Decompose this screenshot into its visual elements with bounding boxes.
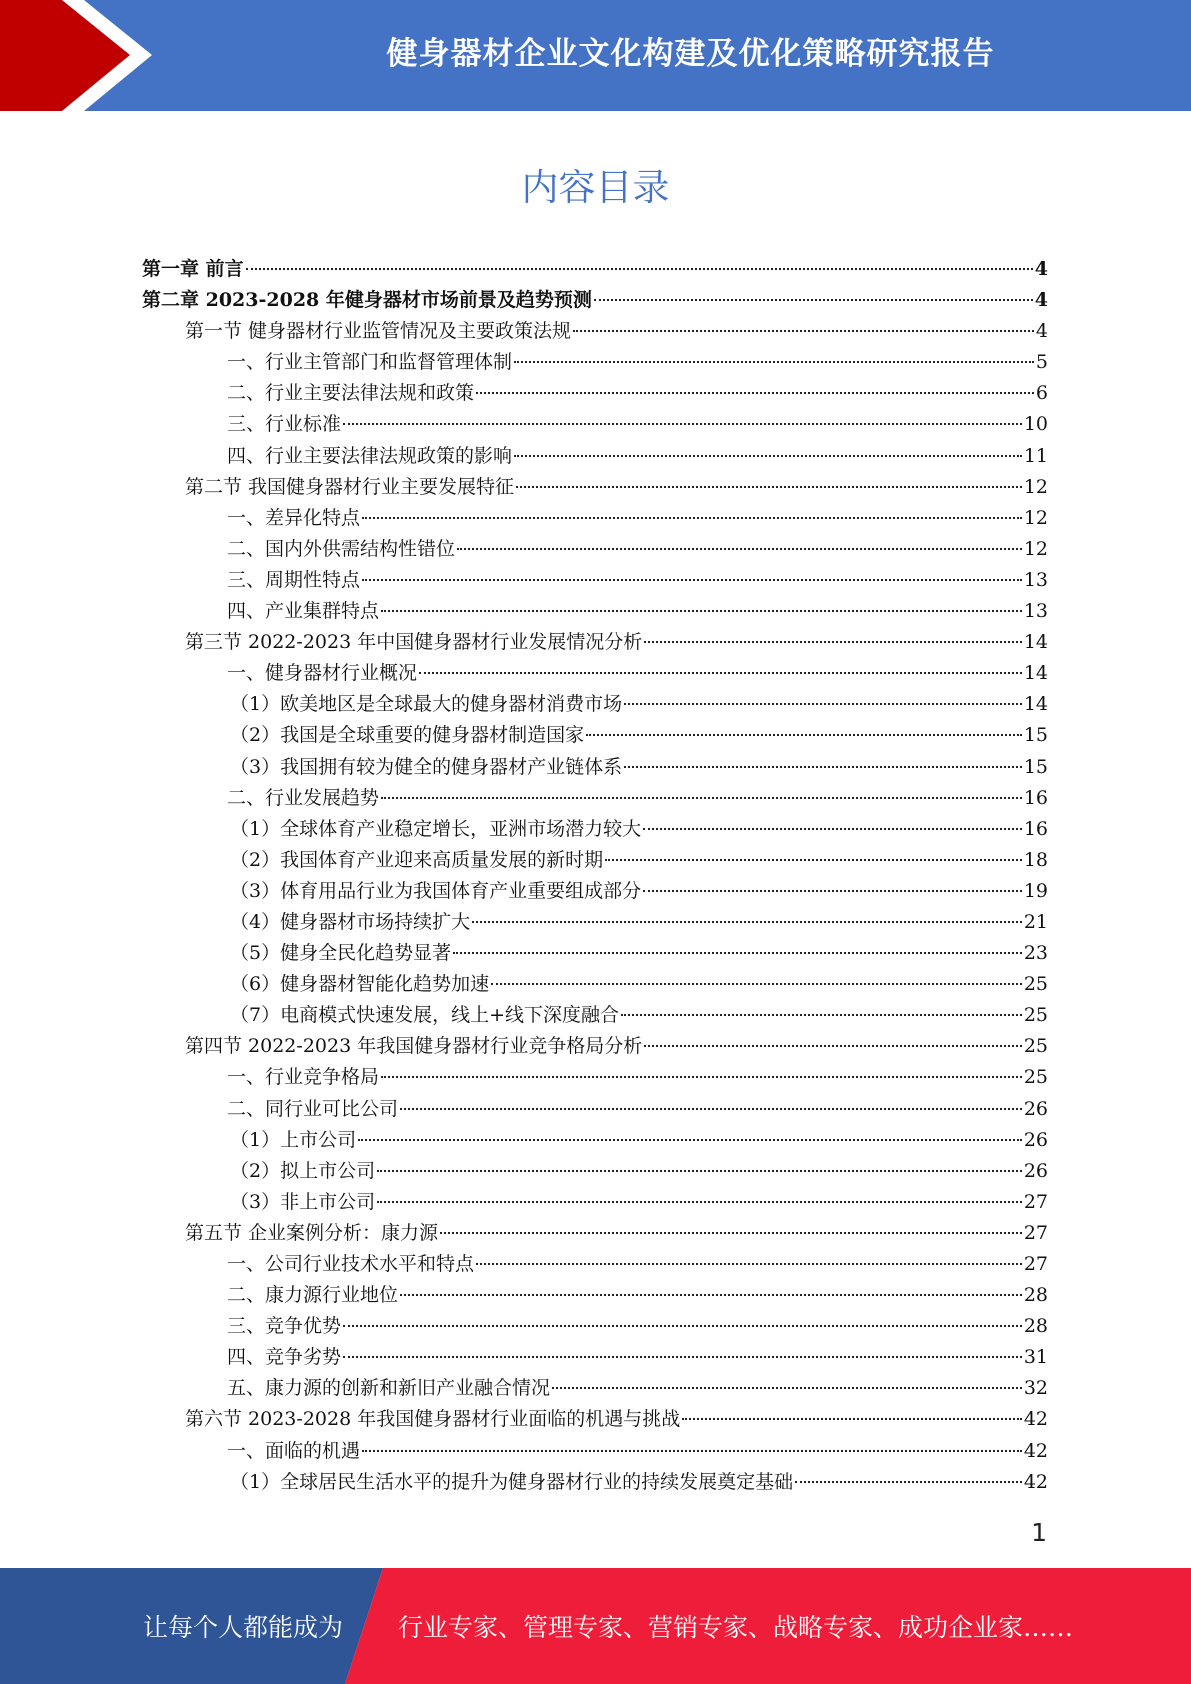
toc-entry-text: （1）全球居民生活水平的提升为健身器材行业的持续发展奠定基础 xyxy=(230,1470,794,1493)
toc-entry[interactable] xyxy=(142,1373,1048,1404)
toc-leader-dots xyxy=(377,1170,1022,1172)
toc-entry-text: 四、竞争劣势 xyxy=(227,1346,342,1369)
toc-entry-page: 10 xyxy=(1023,413,1048,436)
toc-entry-text: （1）全球体育产业稳定增长，亚洲市场潜力较大 xyxy=(230,817,642,840)
toc-entry-text: （6）健身器材智能化趋势加速 xyxy=(230,973,490,996)
toc-leader-dots xyxy=(605,859,1022,861)
toc-entry-text: 二、同行业可比公司 xyxy=(227,1097,399,1120)
toc-leader-dots xyxy=(644,641,1022,643)
toc-entry[interactable] xyxy=(142,378,1048,409)
toc-entry-text: （2）我国体育产业迎来高质量发展的新时期 xyxy=(230,848,604,871)
toc-leader-dots xyxy=(440,1232,1022,1234)
toc-entry-page: 18 xyxy=(1023,848,1048,871)
toc-leader-dots xyxy=(476,392,1034,394)
toc-entry[interactable] xyxy=(142,1249,1048,1280)
toc-entry-text: 第六节 2023-2028 年我国健身器材行业面临的机遇与挑战 xyxy=(185,1408,681,1431)
toc-entry-text: 二、行业主要法律法规和政策 xyxy=(227,382,475,405)
toc-entry-page: 27 xyxy=(1023,1190,1048,1213)
toc-entry-page: 42 xyxy=(1023,1408,1048,1431)
toc-entry-page: 16 xyxy=(1023,786,1048,809)
toc-entry-page: 12 xyxy=(1023,537,1048,560)
toc-entry-page: 25 xyxy=(1023,973,1048,996)
toc-leader-dots xyxy=(472,921,1022,923)
toc-leader-dots xyxy=(453,952,1022,954)
toc-leader-dots xyxy=(343,1356,1022,1358)
toc-leader-dots xyxy=(644,1045,1022,1047)
toc-entry[interactable] xyxy=(142,1342,1048,1373)
header-band xyxy=(0,0,1191,111)
toc-entry[interactable] xyxy=(142,1280,1048,1311)
header-arrow-decoration xyxy=(0,0,200,111)
toc-entry-text: 第二节 我国健身器材行业主要发展特征 xyxy=(185,475,515,498)
toc-entry-page: 14 xyxy=(1023,662,1048,685)
toc-entry-page: 12 xyxy=(1023,506,1048,529)
toc-entry-text: （1）欧美地区是全球最大的健身器材消费市场 xyxy=(230,693,623,716)
toc-entry[interactable] xyxy=(142,441,1048,472)
toc-entry-page: 19 xyxy=(1023,879,1048,902)
toc-entry-page: 25 xyxy=(1023,1004,1048,1027)
toc-entry-page: 5 xyxy=(1035,351,1048,374)
toc-entry[interactable] xyxy=(142,907,1048,938)
toc-leader-dots xyxy=(624,703,1022,705)
toc-entry-text: （5）健身全民化趋势显著 xyxy=(230,942,452,965)
table-of-contents xyxy=(142,254,1048,1498)
toc-entry-text: 四、行业主要法律法规政策的影响 xyxy=(227,444,513,467)
toc-entry-page: 26 xyxy=(1023,1159,1048,1182)
toc-leader-dots xyxy=(457,548,1022,550)
toc-entry-page: 21 xyxy=(1023,910,1048,933)
toc-entry-page: 28 xyxy=(1023,1315,1048,1338)
toc-entry-page: 31 xyxy=(1023,1346,1048,1369)
toc-entry[interactable] xyxy=(142,534,1048,565)
toc-entry-page: 23 xyxy=(1023,942,1048,965)
red-arrow-shape xyxy=(0,0,130,111)
toc-entry-text: （7）电商模式快速发展，线上+线下深度融合 xyxy=(230,1004,620,1027)
toc-entry-text: 二、康力源行业地位 xyxy=(227,1284,399,1307)
toc-leader-dots xyxy=(381,1076,1022,1078)
toc-entry-text: 第一节 健身器材行业监管情况及主要政策法规 xyxy=(185,320,572,343)
toc-leader-dots xyxy=(362,1450,1022,1452)
toc-entry-text: 第三节 2022-2023 年中国健身器材行业发展情况分析 xyxy=(185,631,643,654)
toc-entry-page: 14 xyxy=(1023,693,1048,716)
toc-entry[interactable] xyxy=(142,658,1048,689)
toc-entry[interactable] xyxy=(142,814,1048,845)
toc-entry-text: 一、面临的机遇 xyxy=(227,1439,361,1462)
toc-entry[interactable] xyxy=(142,316,1048,347)
toc-leader-dots xyxy=(476,1263,1022,1265)
toc-leader-dots xyxy=(643,828,1022,830)
toc-entry-text: 一、健身器材行业概况 xyxy=(227,662,418,685)
toc-entry-text: 一、差异化特点 xyxy=(227,506,361,529)
toc-entry-text: （2）我国是全球重要的健身器材制造国家 xyxy=(230,724,585,747)
toc-entry-page: 6 xyxy=(1035,382,1048,405)
toc-entry-page: 4 xyxy=(1034,289,1048,312)
footer-band xyxy=(0,1568,1191,1684)
toc-leader-dots xyxy=(419,672,1022,674)
toc-entry[interactable] xyxy=(142,1467,1048,1498)
toc-entry-text: 五、康力源的创新和新旧产业融合情况 xyxy=(227,1377,551,1400)
toc-entry[interactable] xyxy=(142,1156,1048,1187)
toc-leader-dots xyxy=(400,1108,1022,1110)
toc-entry[interactable] xyxy=(142,254,1048,285)
toc-entry-page: 26 xyxy=(1023,1097,1048,1120)
toc-leader-dots xyxy=(586,734,1022,736)
toc-entry-text: （4）健身器材市场持续扩大 xyxy=(230,910,471,933)
toc-leader-dots xyxy=(491,983,1022,985)
footer-slogan-right: 行业专家、管理专家、营销专家、战略专家、成功企业家…… xyxy=(398,1613,1074,1642)
toc-entry[interactable] xyxy=(142,752,1048,783)
toc-entry[interactable] xyxy=(142,1311,1048,1342)
toc-entry-text: 三、行业标准 xyxy=(227,413,342,436)
toc-leader-dots xyxy=(621,1014,1022,1016)
toc-entry-page: 32 xyxy=(1023,1377,1048,1400)
toc-entry-page: 42 xyxy=(1023,1439,1048,1462)
toc-leader-dots xyxy=(795,1481,1022,1483)
toc-entry-text: （3）非上市公司 xyxy=(230,1190,376,1213)
toc-entry[interactable] xyxy=(142,783,1048,814)
toc-entry[interactable] xyxy=(142,876,1048,907)
toc-entry-text: 二、国内外供需结构性错位 xyxy=(227,537,456,560)
toc-leader-dots xyxy=(624,766,1022,768)
toc-entry-page: 42 xyxy=(1023,1470,1048,1493)
toc-leader-dots xyxy=(514,361,1034,363)
toc-entry-text: （3）体育用品行业为我国体育产业重要组成部分 xyxy=(230,879,642,902)
toc-entry-page: 15 xyxy=(1023,724,1048,747)
toc-entry[interactable] xyxy=(142,627,1048,658)
toc-leader-dots xyxy=(246,268,1033,270)
toc-leader-dots xyxy=(343,423,1022,425)
toc-entry-page: 4 xyxy=(1034,258,1048,280)
toc-leader-dots xyxy=(358,1139,1022,1141)
toc-entry-page: 26 xyxy=(1023,1128,1048,1151)
toc-leader-dots xyxy=(516,486,1022,488)
toc-entry[interactable] xyxy=(142,720,1048,751)
toc-entry-text: 第五节 企业案例分析：康力源 xyxy=(185,1221,439,1244)
toc-entry[interactable] xyxy=(142,969,1048,1000)
toc-entry-page: 13 xyxy=(1023,568,1048,591)
toc-leader-dots xyxy=(381,610,1022,612)
toc-entry-page: 27 xyxy=(1023,1221,1048,1244)
footer-slogan-left: 让每个人都能成为 xyxy=(143,1613,344,1642)
toc-entry-page: 27 xyxy=(1023,1253,1048,1275)
toc-leader-dots xyxy=(573,330,1034,332)
toc-entry-text: 二、行业发展趋势 xyxy=(227,786,380,809)
toc-entry-page: 4 xyxy=(1035,320,1048,343)
toc-entry[interactable] xyxy=(142,472,1048,503)
toc-entry-page: 15 xyxy=(1023,755,1048,778)
toc-entry[interactable] xyxy=(142,1404,1048,1435)
toc-entry-text: 三、竞争优势 xyxy=(227,1315,342,1338)
report-title: 健身器材企业文化构建及优化策略研究报告 xyxy=(386,35,995,72)
toc-leader-dots xyxy=(643,890,1022,892)
toc-entry[interactable] xyxy=(142,347,1048,378)
toc-entry[interactable] xyxy=(142,1125,1048,1156)
toc-entry-page: 28 xyxy=(1023,1284,1048,1307)
toc-entry[interactable] xyxy=(142,689,1048,720)
toc-entry-text: 第二章 2023-2028 年健身器材市场前景及趋势预测 xyxy=(142,289,592,312)
toc-leader-dots xyxy=(552,1387,1022,1389)
toc-leader-dots xyxy=(682,1418,1022,1420)
toc-entry-page: 14 xyxy=(1023,631,1048,654)
toc-entry[interactable] xyxy=(142,409,1048,440)
toc-entry[interactable] xyxy=(142,1218,1048,1249)
toc-leader-dots xyxy=(381,797,1022,799)
toc-entry-text: 一、公司行业技术水平和特点 xyxy=(227,1253,475,1275)
toc-entry[interactable] xyxy=(142,1436,1048,1467)
toc-entry-page: 13 xyxy=(1023,600,1048,623)
toc-entry-page: 16 xyxy=(1023,817,1048,840)
toc-leader-dots xyxy=(514,455,1022,457)
toc-entry[interactable] xyxy=(142,1187,1048,1218)
toc-entry[interactable] xyxy=(142,1094,1048,1125)
toc-entry-text: 四、产业集群特点 xyxy=(227,600,380,623)
toc-entry[interactable] xyxy=(142,596,1048,627)
toc-title: 内容目录 xyxy=(521,166,670,209)
toc-entry[interactable] xyxy=(142,1031,1048,1062)
toc-entry[interactable] xyxy=(142,285,1048,316)
toc-entry[interactable] xyxy=(142,845,1048,876)
toc-entry[interactable] xyxy=(142,1000,1048,1031)
toc-leader-dots xyxy=(343,1325,1022,1327)
toc-entry-text: 第四节 2022-2023 年我国健身器材行业竞争格局分析 xyxy=(185,1035,643,1058)
toc-leader-dots xyxy=(362,517,1022,519)
toc-entry-page: 12 xyxy=(1023,475,1048,498)
toc-entry-text: （1）上市公司 xyxy=(230,1128,357,1151)
toc-entry-text: 第一章 前言 xyxy=(142,258,244,280)
toc-entry[interactable] xyxy=(142,1062,1048,1093)
toc-entry[interactable] xyxy=(142,938,1048,969)
toc-entry-text: 一、行业主管部门和监督管理体制 xyxy=(227,351,513,374)
toc-leader-dots xyxy=(362,579,1022,581)
toc-entry[interactable] xyxy=(142,565,1048,596)
toc-entry-text: （3）我国拥有较为健全的健身器材产业链体系 xyxy=(230,755,623,778)
toc-leader-dots xyxy=(594,299,1033,301)
toc-leader-dots xyxy=(400,1294,1022,1296)
toc-entry-text: （2）拟上市公司 xyxy=(230,1159,376,1182)
toc-leader-dots xyxy=(377,1201,1022,1203)
toc-entry-text: 一、行业竞争格局 xyxy=(227,1066,380,1089)
toc-entry-page: 25 xyxy=(1023,1066,1048,1089)
toc-entry-page: 11 xyxy=(1023,444,1048,467)
toc-entry[interactable] xyxy=(142,503,1048,534)
toc-entry-text: 三、周期性特点 xyxy=(227,568,361,591)
toc-entry-page: 25 xyxy=(1023,1035,1048,1058)
page-number: 1 xyxy=(1031,1518,1047,1547)
